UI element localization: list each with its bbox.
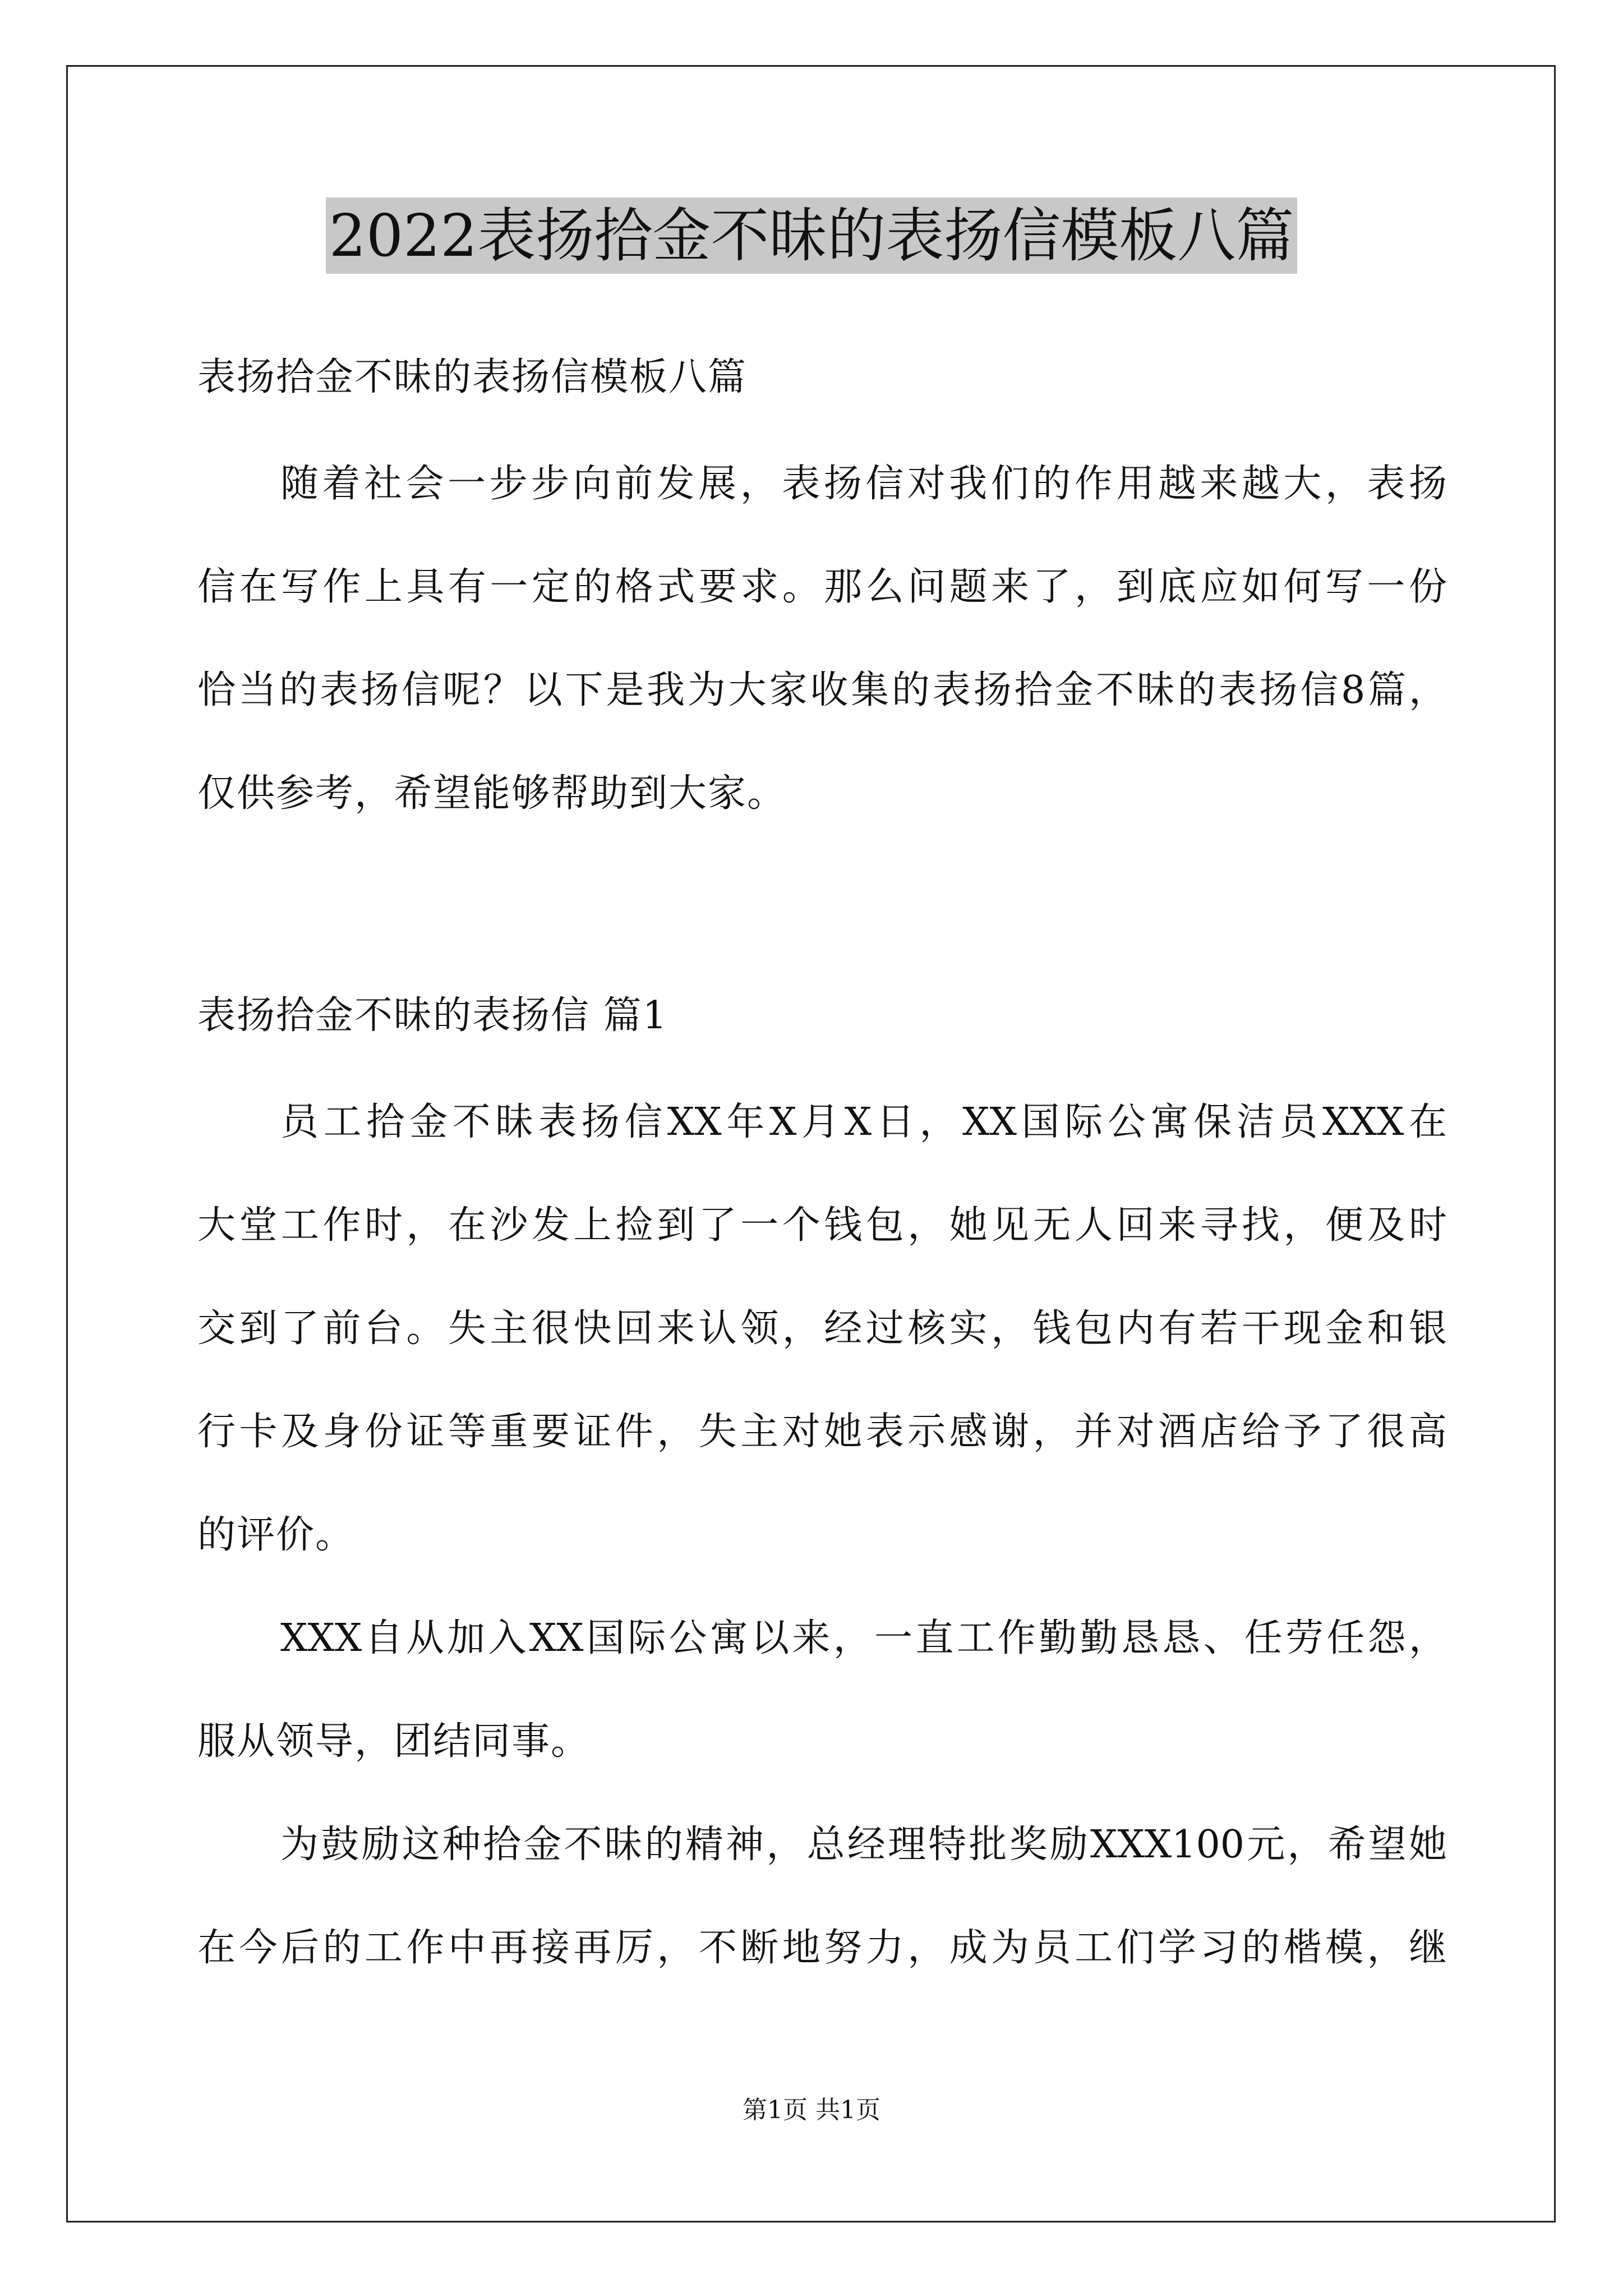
para1-line-5: 的评价。 (197, 1513, 355, 1557)
intro-line-1: 随着社会一步步向前发展，表扬信对我们的作用越来越大，表扬 (280, 462, 1447, 506)
intro-line-2: 信在写作上具有一定的格式要求。那么问题来了，到底应如何写一份 (197, 565, 1447, 609)
page-number-footer: 第1页 共1页 (743, 2096, 880, 2124)
para2-line-2: 服从领导，团结同事。 (197, 1719, 591, 1764)
document-subtitle: 表扬拾金不昧的表扬信模板八篇 (197, 355, 748, 399)
para3-line-1: 为鼓励这种拾金不昧的精神，总经理特批奖励XXX100元，希望她 (280, 1823, 1447, 1867)
document-title (0, 197, 1623, 274)
section-heading: 表扬拾金不昧的表扬信 篇1 (197, 993, 668, 1038)
para2-line-1: XXX自从加入XX国际公寓以来，一直工作勤勤恳恳、任劳任怨， (280, 1616, 1447, 1660)
para1-line-1: 员工拾金不昧表扬信XX年X月X日，XX国际公寓保洁员XXX在 (280, 1100, 1447, 1144)
para1-line-3: 交到了前台。失主很快回来认领，经过核实，钱包内有若干现金和银 (197, 1306, 1447, 1351)
document-title-text: 2022表扬拾金不昧的表扬信模板八篇 (326, 197, 1298, 274)
para3-line-2: 在今后的工作中再接再厉，不断地努力，成为员工们学习的楷模，继 (197, 1926, 1447, 1970)
para1-line-2: 大堂工作时，在沙发上捡到了一个钱包，她见无人回来寻找，便及时 (197, 1203, 1447, 1248)
intro-line-3: 恰当的表扬信呢？以下是我为大家收集的表扬拾金不昧的表扬信8篇， (197, 668, 1447, 712)
intro-line-4: 仅供参考，希望能够帮助到大家。 (197, 771, 787, 816)
para1-line-4: 行卡及身份证等重要证件，失主对她表示感谢，并对酒店给予了很高 (197, 1410, 1447, 1454)
